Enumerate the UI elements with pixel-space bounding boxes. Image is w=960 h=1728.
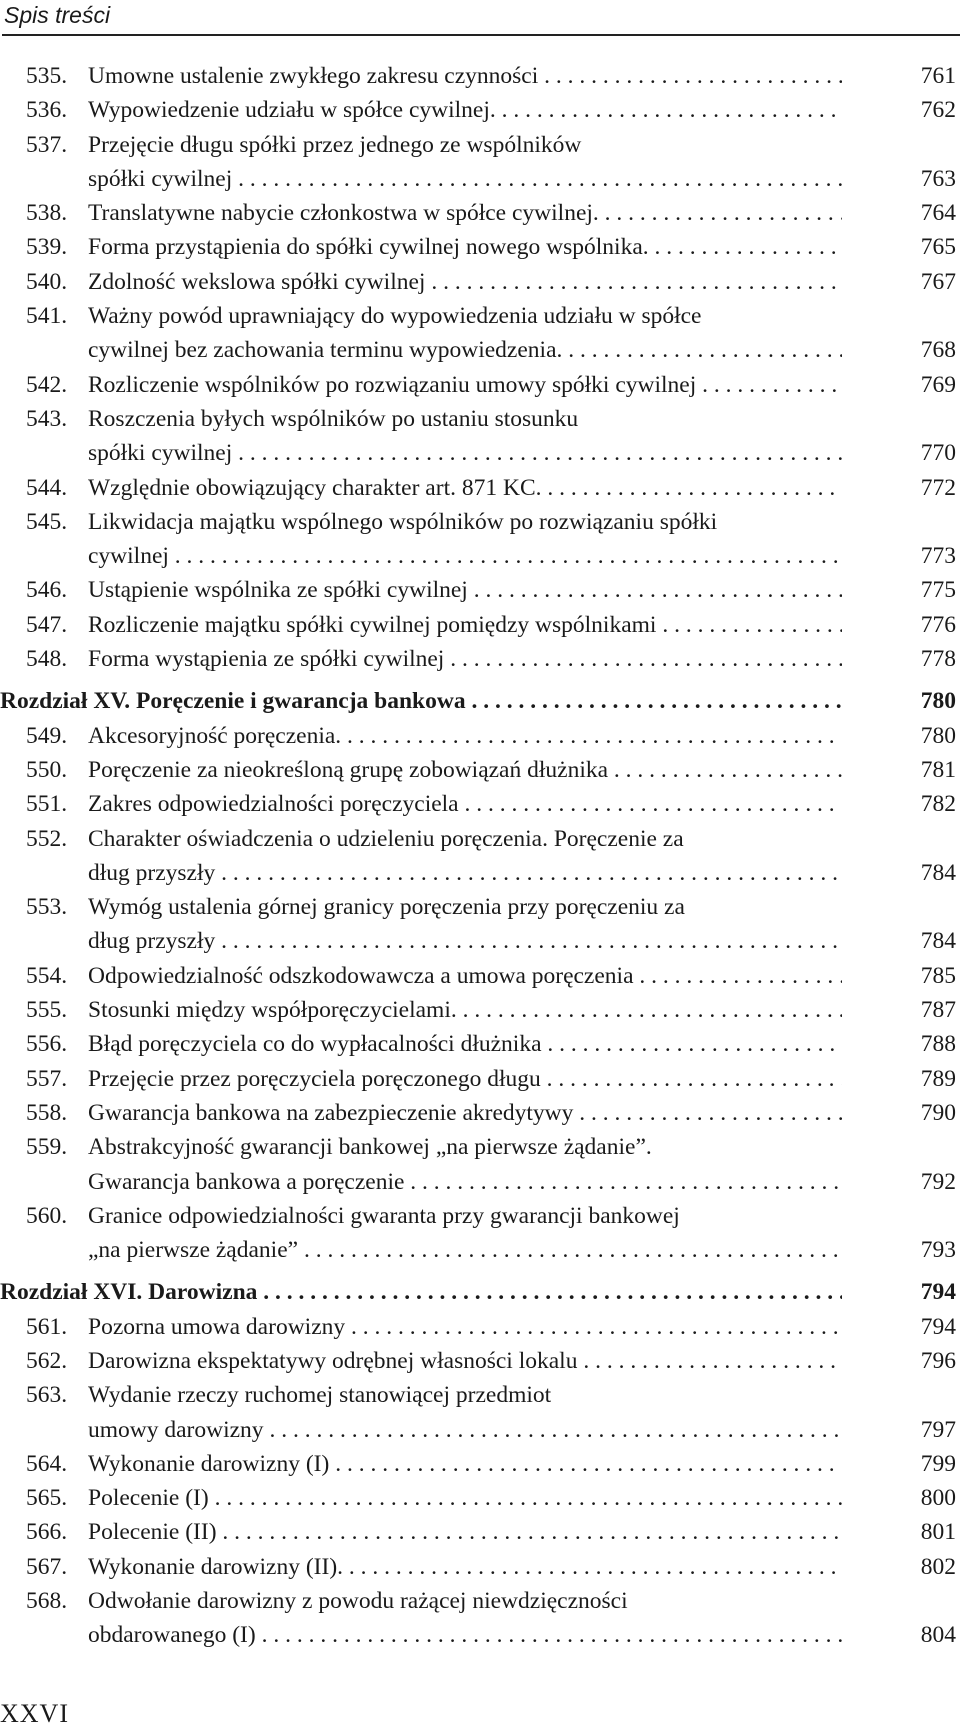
entry-title-text: Błąd poręczyciela co do wypłacalności dłużnika [88, 1031, 542, 1058]
entry-title [88, 719, 842, 753]
page-number: XXVI [0, 1699, 69, 1728]
entry-title-text: „na pierwsze żądanie” [88, 1237, 299, 1264]
entry-number: 537. [26, 131, 68, 158]
entry-title-line [88, 230, 842, 264]
toc-entry [0, 299, 960, 368]
entry-title-line [88, 1199, 842, 1233]
dot-leader [169, 543, 842, 569]
dot-leader [542, 1031, 843, 1057]
entry-title-line [88, 993, 842, 1027]
entry-title [88, 993, 842, 1027]
entry-title-line [88, 573, 842, 607]
toc-entry [0, 402, 960, 471]
entry-title-text: Akcesoryjność poręczenia. [88, 722, 342, 749]
entry-page-number: 769 [920, 371, 956, 398]
entry-page-number: 764 [920, 200, 956, 227]
dot-leader [345, 1314, 842, 1340]
entry-title-text: Ustąpienie wspólnika ze spółki cywilnej [88, 577, 468, 604]
entry-title-text: Translatywne nabycie członkostwa w spółce cywilnej. [88, 200, 599, 227]
running-header [2, 0, 960, 36]
toc-entry [0, 1096, 960, 1130]
entry-title-text: obdarowanego (I) [88, 1622, 256, 1649]
entry-title-text: Wykonanie darowizny (I) [88, 1450, 330, 1477]
entry-number: 542. [26, 371, 68, 398]
entry-title [88, 128, 842, 197]
entry-title-text: Poręczenie za nieokreśloną grupę zobowiązań dłużnika [88, 756, 609, 783]
entry-title-text: Umowne ustalenie zwykłego zakresu czynności [88, 63, 539, 89]
entry-title [88, 573, 842, 607]
entry-title [88, 822, 842, 891]
entry-title-text: Ważny powód uprawniający do wypowiedzenia udziału w spółce [88, 303, 702, 330]
entry-title-line [88, 1413, 842, 1447]
entry-title-line [88, 59, 842, 93]
toc-entry [0, 1199, 960, 1268]
toc-entry [0, 1062, 960, 1096]
toc-entry [0, 196, 960, 230]
entry-title-line [88, 1550, 842, 1584]
dot-leader [215, 928, 842, 954]
entry-title [88, 1515, 842, 1549]
entry-title-text: Rozdział XVI. Darowizna [0, 1279, 258, 1306]
entry-title-line [88, 505, 842, 539]
dot-leader [466, 688, 842, 714]
entry-number: 544. [26, 474, 68, 501]
entry-title-line [88, 924, 842, 958]
entry-title-text: Rozliczenie majątku spółki cywilnej pomiędzy wspólnikami [88, 611, 657, 638]
entry-number: 558. [26, 1099, 68, 1126]
entry-title-text: spółki cywilnej [88, 165, 233, 192]
entry-number: 538. [26, 200, 68, 227]
dot-leader [496, 97, 842, 123]
dot-leader [298, 1237, 842, 1263]
entry-title-line [88, 1481, 842, 1515]
entry-number: 555. [26, 997, 68, 1024]
entry-title [88, 1062, 842, 1096]
entry-number: 556. [26, 1031, 68, 1058]
entry-page-number: 775 [920, 577, 956, 604]
entry-title [88, 265, 842, 299]
entry-title-text: Wymóg ustalenia górnej granicy poręczenia przy poręczeniu za [88, 894, 685, 921]
entry-number: 543. [26, 405, 68, 432]
entry-page-number: 784 [920, 928, 956, 955]
entry-number: 548. [26, 646, 68, 673]
dot-leader [599, 200, 842, 226]
entry-number: 549. [26, 722, 68, 749]
toc-entry [0, 59, 960, 93]
entry-title [88, 959, 842, 993]
entry-page-number: 794 [920, 1313, 956, 1340]
entry-title-text: cywilnej [88, 543, 169, 570]
dot-leader [457, 997, 842, 1023]
entry-title-text: Wypowiedzenie udziału w spółce cywilnej. [88, 97, 496, 124]
entry-title [0, 684, 842, 718]
entry-page-number: 772 [920, 474, 956, 501]
entry-title [88, 230, 842, 264]
entry-page-number: 789 [920, 1065, 956, 1092]
dot-leader [425, 269, 842, 295]
entry-title-line [88, 299, 842, 333]
entry-title-text: umowy darowizny [88, 1416, 264, 1443]
toc-entry [0, 890, 960, 959]
dot-leader [538, 63, 842, 89]
entry-title [88, 1027, 842, 1061]
toc-entry [0, 505, 960, 574]
toc-entry [0, 1130, 960, 1199]
dot-leader [649, 234, 842, 260]
entry-title [88, 890, 842, 959]
entry-page-number: 793 [920, 1237, 956, 1264]
entry-number: 567. [26, 1553, 68, 1580]
entry-page-number: 797 [920, 1416, 956, 1443]
entry-number: 561. [26, 1313, 68, 1340]
entry-page-number: 780 [920, 688, 956, 715]
entry-title-line [88, 719, 842, 753]
toc-chapter-entry [0, 684, 960, 718]
entry-number: 551. [26, 791, 68, 818]
dot-leader [404, 1169, 842, 1195]
entry-page-number: 781 [920, 756, 956, 783]
entry-title [88, 1344, 842, 1378]
dot-leader [541, 1066, 842, 1092]
dot-leader [257, 1279, 842, 1305]
entry-title [88, 1481, 842, 1515]
entry-title [88, 1378, 842, 1447]
entry-page-number: 763 [920, 165, 956, 192]
entry-title [88, 753, 842, 787]
entry-title-line [88, 93, 842, 127]
toc-entry [0, 959, 960, 993]
dot-leader [232, 440, 842, 466]
entry-page-number: 765 [920, 234, 956, 261]
dot-leader [215, 860, 842, 886]
entry-title-line [88, 196, 842, 230]
entry-title [88, 299, 842, 368]
entry-page-number: 770 [920, 440, 956, 467]
dot-leader [696, 372, 842, 398]
entry-page-number: 796 [920, 1347, 956, 1374]
entry-title [88, 1199, 842, 1268]
toc-entry [0, 1584, 960, 1653]
entry-title-text: Rozdział XV. Poręczenie i gwarancja bankowa [0, 688, 466, 715]
entry-page-number: 802 [920, 1553, 956, 1580]
entry-title-line [0, 684, 842, 718]
dot-leader [542, 475, 843, 501]
entry-title-line [88, 1584, 842, 1618]
toc-entry [0, 1378, 960, 1447]
dot-leader [608, 757, 842, 783]
entry-title-text: Gwarancja bankowa na zabezpieczenie akredytywy [88, 1099, 574, 1126]
dot-leader [209, 1485, 842, 1511]
entry-title-line [88, 856, 842, 890]
entry-title-line [88, 1165, 842, 1199]
dot-leader [634, 963, 842, 989]
entry-page-number: 767 [920, 268, 956, 295]
entry-number: 553. [26, 894, 68, 921]
entry-title-text: Wykonanie darowizny (II). [88, 1553, 344, 1580]
entry-page-number: 782 [920, 791, 956, 818]
toc-entry [0, 822, 960, 891]
entry-title-line [88, 787, 842, 821]
toc-entry [0, 1515, 960, 1549]
entry-title [88, 1550, 842, 1584]
toc-entry [0, 1310, 960, 1344]
entry-title [88, 1447, 842, 1481]
table-of-contents [0, 59, 960, 1653]
entry-page-number: 800 [920, 1485, 956, 1512]
entry-title-line [88, 1310, 842, 1344]
entry-title [88, 608, 842, 642]
entry-number: 536. [26, 97, 68, 124]
toc-entry [0, 993, 960, 1027]
entry-title-text: Abstrakcyjność gwarancji bankowej „na pierwsze żądanie”. [88, 1134, 652, 1161]
dot-leader [256, 1622, 842, 1648]
entry-page-number: 804 [920, 1622, 956, 1649]
entry-title [88, 59, 842, 93]
entry-number: 564. [26, 1450, 68, 1477]
entry-title-text: Względnie obowiązujący charakter art. 871 KC. [88, 474, 542, 501]
entry-title-text: Forma wystąpienia ze spółki cywilnej [88, 646, 445, 673]
entry-title-text: Roszczenia byłych wspólników po ustaniu stosunku [88, 405, 579, 432]
entry-title-text: Zdolność wekslowa spółki cywilnej [88, 268, 426, 295]
entry-title-line [88, 128, 842, 162]
entry-title-line [88, 265, 842, 299]
toc-entry [0, 573, 960, 607]
entry-title-line [88, 162, 842, 196]
entry-title-line [88, 1515, 842, 1549]
dot-leader [656, 612, 842, 638]
entry-title-text: cywilnej bez zachowania terminu wypowiedzenia. [88, 337, 563, 364]
entry-number: 559. [26, 1134, 68, 1161]
entry-title-line [88, 890, 842, 924]
entry-title-line [88, 471, 842, 505]
entry-title [88, 1310, 842, 1344]
entry-title-line [88, 1096, 842, 1130]
dot-leader [232, 166, 842, 192]
entry-title-text: Wydanie rzeczy ruchomej stanowiącej przedmiot [88, 1382, 552, 1409]
entry-title [88, 642, 842, 676]
entry-page-number: 784 [920, 859, 956, 886]
entry-title-line [88, 1130, 842, 1164]
entry-title-text: Odwołanie darowizny z powodu rażącej niewdzięczności [88, 1588, 628, 1615]
entry-page-number: 799 [920, 1450, 956, 1477]
entry-title [88, 471, 842, 505]
entry-title-line [88, 753, 842, 787]
entry-number: 546. [26, 577, 68, 604]
toc-entry [0, 1027, 960, 1061]
entry-number: 539. [26, 234, 68, 261]
entry-number: 541. [26, 303, 68, 330]
entry-page-number: 785 [920, 962, 956, 989]
entry-title-line [88, 1378, 842, 1412]
entry-page-number: 768 [920, 337, 956, 364]
toc-entry [0, 265, 960, 299]
dot-leader [343, 1554, 842, 1580]
entry-title-text: Forma przystąpienia do spółki cywilnej nowego wspólnika. [88, 234, 649, 261]
toc-entry [0, 1447, 960, 1481]
entry-title-text: Granice odpowiedzialności gwaranta przy gwarancji bankowej [88, 1202, 680, 1229]
entry-title [88, 505, 842, 574]
entry-title-line [88, 402, 842, 436]
entry-title-text: Przejęcie przez poręczyciela poręczonego długu [88, 1065, 541, 1092]
toc-entry [0, 1481, 960, 1515]
entry-title-text: Likwidacja majątku wspólnego wspólników po rozwiązaniu spółki [88, 508, 718, 535]
entry-number: 565. [26, 1485, 68, 1512]
toc-entry [0, 608, 960, 642]
toc-entry [0, 719, 960, 753]
entry-page-number: 788 [920, 1031, 956, 1058]
entry-title [88, 787, 842, 821]
entry-title-text: Przejęcie długu spółki przez jednego ze wspólników [88, 131, 582, 158]
entry-title-line [88, 436, 842, 470]
entry-title-line [88, 608, 842, 642]
entry-title-text: Gwarancja bankowa a poręczenie [88, 1168, 405, 1195]
entry-page-number: 761 [920, 63, 956, 89]
dot-leader [341, 723, 842, 749]
entry-title-text: Stosunki między współporęczycielami. [88, 997, 457, 1024]
header-rule [2, 34, 960, 36]
entry-page-number: 790 [920, 1099, 956, 1126]
dot-leader [329, 1451, 842, 1477]
entry-number: 554. [26, 962, 68, 989]
entry-title-text: Pozorna umowa darowizny [88, 1313, 346, 1340]
entry-title-line [88, 1344, 842, 1378]
entry-title [88, 93, 842, 127]
toc-entry [0, 368, 960, 402]
dot-leader [468, 577, 842, 603]
entry-title [88, 402, 842, 471]
entry-number: 566. [26, 1519, 68, 1546]
entry-number: 560. [26, 1202, 68, 1229]
entry-title-line [88, 1618, 842, 1652]
entry-title-text: Polecenie (II) [88, 1519, 217, 1546]
entry-number: 545. [26, 508, 68, 535]
entry-title-line [88, 1027, 842, 1061]
entry-title-line [88, 1233, 842, 1267]
entry-title-line [88, 642, 842, 676]
entry-title [88, 1096, 842, 1130]
entry-title [88, 196, 842, 230]
dot-leader [577, 1348, 842, 1374]
entry-title [88, 368, 842, 402]
dot-leader [573, 1100, 842, 1126]
entry-number: 568. [26, 1588, 68, 1615]
entry-title-line [88, 539, 842, 573]
entry-title-line [88, 1062, 842, 1096]
entry-number: 540. [26, 268, 68, 295]
entry-title [0, 1275, 842, 1309]
entry-title-text: Zakres odpowiedzialności poręczyciela [88, 791, 459, 818]
entry-page-number: 780 [920, 722, 956, 749]
entry-title-line [88, 333, 842, 367]
entry-number: 557. [26, 1065, 68, 1092]
entry-number: 547. [26, 611, 68, 638]
entry-title [88, 1584, 842, 1653]
toc-entry [0, 753, 960, 787]
dot-leader [444, 646, 842, 672]
header-title: Spis treści [4, 2, 111, 28]
entry-number: 535. [26, 63, 68, 89]
entry-title-line [88, 368, 842, 402]
toc-entry [0, 93, 960, 127]
toc-entry [0, 787, 960, 821]
entry-title-text: spółki cywilnej [88, 440, 233, 467]
toc-chapter-entry [0, 1275, 960, 1309]
entry-number: 552. [26, 825, 68, 852]
entry-page-number: 792 [920, 1168, 956, 1195]
entry-page-number: 773 [920, 543, 956, 570]
entry-page-number: 776 [920, 611, 956, 638]
entry-title-text: Darowizna ekspektatywy odrębnej własności lokalu [88, 1347, 578, 1374]
entry-title-text: dług przyszły [88, 859, 216, 886]
entry-title-text: Odpowiedzialność odszkodowawcza a umowa poręczenia [88, 962, 634, 989]
dot-leader [264, 1417, 842, 1443]
entry-number: 550. [26, 756, 68, 783]
toc-entry [0, 128, 960, 197]
dot-leader [562, 337, 842, 363]
entry-page-number: 794 [920, 1279, 956, 1306]
toc-entry [0, 230, 960, 264]
entry-title-text: Charakter oświadczenia o udzieleniu poręczenia. Poręczenie za [88, 825, 684, 852]
entry-title-text: dług przyszły [88, 928, 216, 955]
entry-number: 563. [26, 1382, 68, 1409]
toc-entry [0, 1550, 960, 1584]
entry-number: 562. [26, 1347, 68, 1374]
entry-title-line [88, 822, 842, 856]
toc-entry [0, 642, 960, 676]
entry-title-text: Rozliczenie wspólników po rozwiązaniu umowy spółki cywilnej [88, 371, 697, 398]
dot-leader [217, 1519, 842, 1545]
entry-title-line [88, 959, 842, 993]
entry-title-text: Polecenie (I) [88, 1485, 209, 1512]
toc-entry [0, 1344, 960, 1378]
entry-title-line [0, 1275, 842, 1309]
entry-title [88, 1130, 842, 1199]
dot-leader [459, 791, 842, 817]
entry-page-number: 801 [920, 1519, 956, 1546]
entry-page-number: 787 [920, 997, 956, 1024]
entry-title-line [88, 1447, 842, 1481]
entry-page-number: 762 [920, 97, 956, 124]
toc-entry [0, 471, 960, 505]
entry-page-number: 778 [920, 646, 956, 673]
